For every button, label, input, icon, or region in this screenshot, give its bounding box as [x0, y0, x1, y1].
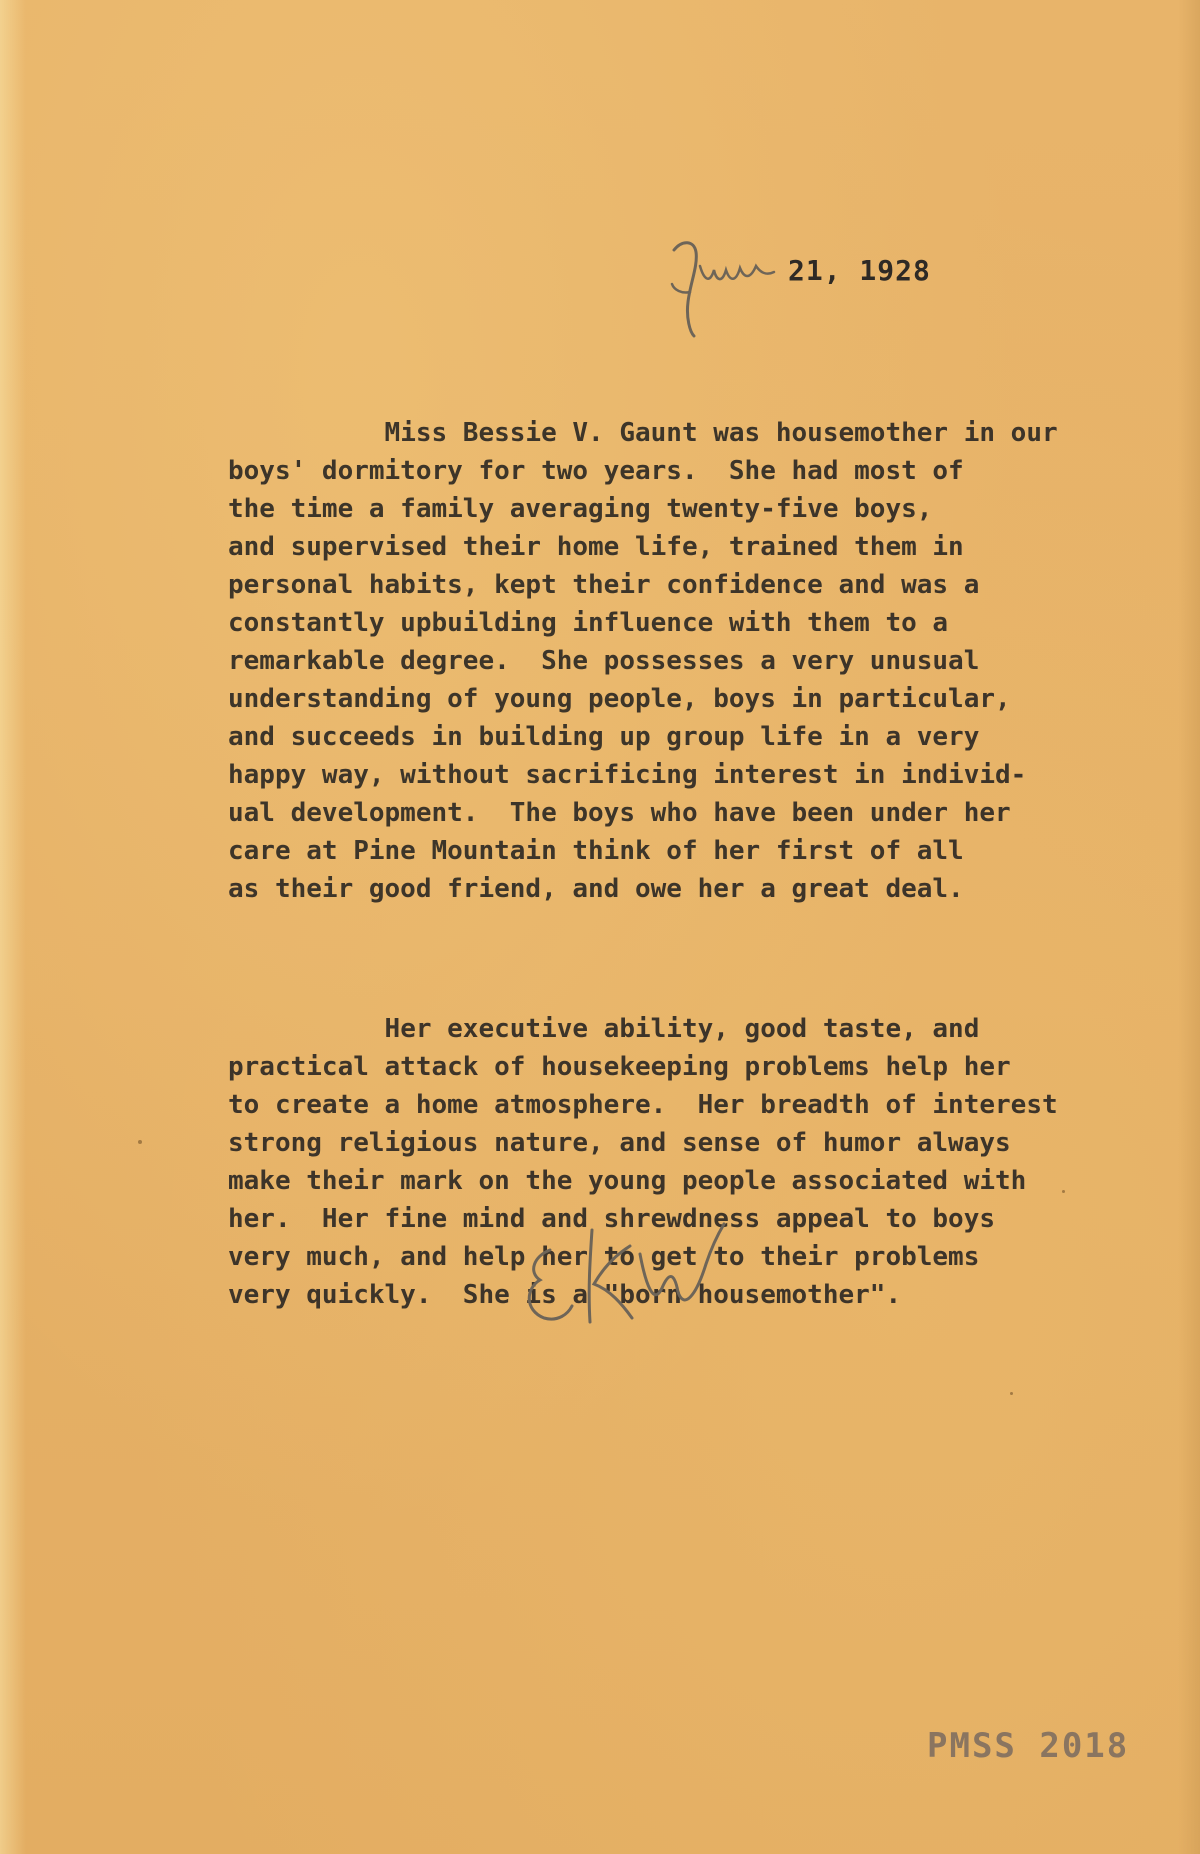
date-line: [660, 232, 980, 342]
letter-body: [228, 376, 1188, 1352]
text-line: very much, and help her to get to their problems: [228, 1242, 980, 1272]
text-line: care at Pine Mountain think of her first of all: [228, 836, 964, 866]
text-line: very quickly. She is a "born housemother".: [228, 1280, 902, 1310]
text-line: Miss Bessie V. Gaunt was housemother in our: [321, 418, 1058, 448]
text-line: the time a family averaging twenty-five boys,: [228, 494, 933, 524]
text-line: understanding of young people, boys in particular,: [228, 684, 1011, 714]
text-line: as their good friend, and owe her a great deal.: [228, 874, 964, 904]
paper-speck: [1062, 1190, 1065, 1193]
text-line: boys' dormitory for two years. She had most of: [228, 456, 964, 486]
paragraph-1: [228, 376, 1188, 946]
text-line: ual development. The boys who have been under her: [228, 798, 1011, 828]
paper-speck: [138, 1140, 142, 1144]
text-line: constantly upbuilding influence with them to a: [228, 608, 949, 638]
text-line: make their mark on the young people associated with: [228, 1166, 1027, 1196]
paper-speck: [1010, 1392, 1013, 1395]
text-line: personal habits, kept their confidence and was a: [228, 570, 980, 600]
text-line: to create a home atmosphere. Her breadth of interest: [228, 1090, 1058, 1120]
archive-stamp: PMSS 2018: [927, 1726, 1130, 1766]
text-line: and succeeds in building up group life in a very: [228, 722, 980, 752]
handwritten-initials-ekw: [510, 1210, 740, 1370]
text-line: Her executive ability, good taste, and: [321, 1014, 980, 1044]
text-line: strong religious nature, and sense of humor always: [228, 1128, 1011, 1158]
letter-date: 21, 1928: [788, 254, 931, 287]
text-line: her. Her fine mind and shrewdness appeal to boys: [228, 1204, 996, 1234]
text-line: happy way, without sacrificing interest in individ-: [228, 760, 1027, 790]
handwritten-month-june: [660, 232, 780, 342]
text-line: practical attack of housekeeping problems help her: [228, 1052, 1011, 1082]
text-line: remarkable degree. She possesses a very unusual: [228, 646, 980, 676]
text-line: and supervised their home life, trained them in: [228, 532, 964, 562]
